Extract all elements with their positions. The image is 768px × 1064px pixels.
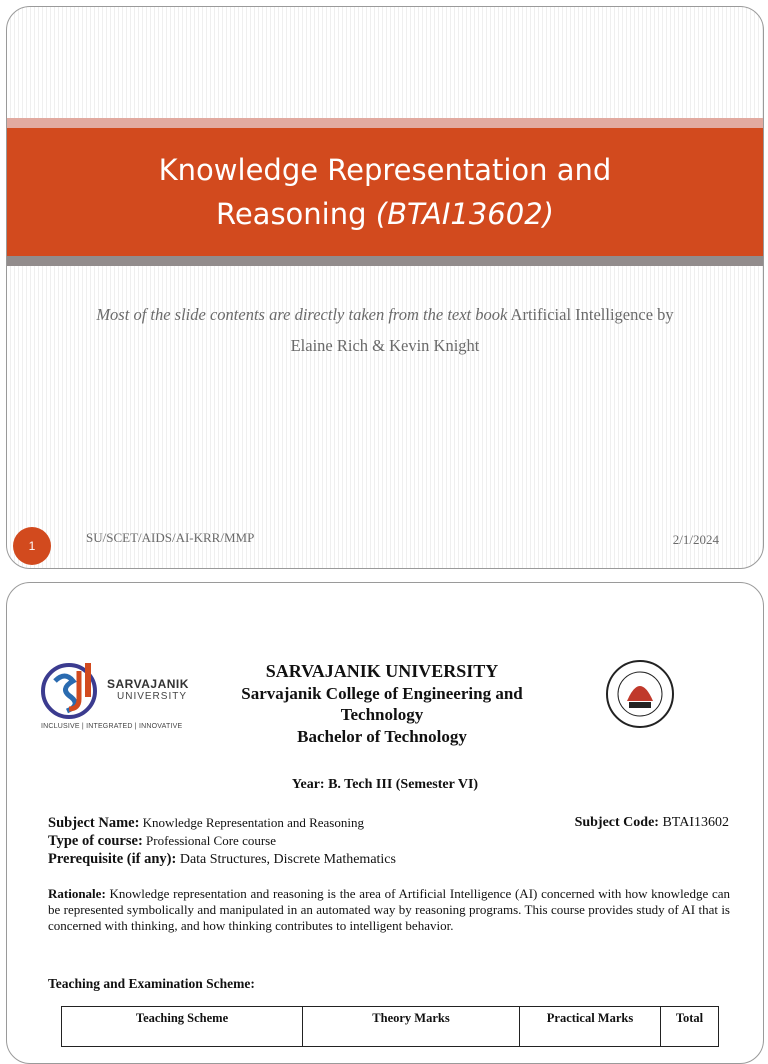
table-header-cell: Theory Marks (303, 1007, 520, 1047)
year-semester: Year: B. Tech III (Semester VI) (291, 777, 479, 792)
rationale-paragraph (48, 886, 730, 934)
logo-name-line1: SARVAJANIK (107, 677, 189, 691)
footer-date: 2/1/2024 (672, 532, 719, 547)
title-band (7, 128, 763, 256)
rationale-label: Rationale: (48, 886, 106, 901)
title-slide (6, 6, 764, 569)
logo-tagline: INCLUSIVE | INTEGRATED | INNOVATIVE (41, 723, 183, 730)
scheme-title: Teaching and Examination Scheme: (48, 976, 255, 991)
college-name-line1: Sarvajanik College of Engineering and (241, 684, 523, 703)
course-code: (BTAI13602) (375, 197, 554, 231)
subject-code-row (575, 815, 729, 831)
slide-title-line1: Knowledge Representation and (158, 153, 612, 187)
degree-name: Bachelor of Technology (297, 727, 467, 746)
logo-name-line2: UNIVERSITY (117, 691, 188, 702)
scheme-table (61, 1006, 719, 1047)
prerequisite-value: Data Structures, Discrete Mathematics (176, 852, 396, 867)
syllabus-slide (6, 582, 764, 1064)
slide-number-badge: 1 (13, 527, 51, 565)
course-type-value: Professional Core course (142, 833, 276, 848)
title-band-bottom-stripe (7, 256, 763, 266)
college-seal-icon (605, 659, 675, 729)
subtitle-italic: Most of the slide contents are directly taken from the text book (96, 305, 508, 324)
title-band-top-stripe (7, 118, 763, 128)
table-header-cell: Teaching Scheme (62, 1007, 303, 1047)
slide-subtitle (47, 299, 723, 361)
subject-code-value: BTAI13602 (658, 815, 729, 830)
subtitle-authors: Elaine Rich & Kevin Knight (290, 336, 480, 355)
footer-path: SU/SCET/AIDS/AI-KRR/MMP (86, 530, 255, 545)
prerequisite-row (48, 851, 396, 868)
table-header-cell: Practical Marks (520, 1007, 661, 1047)
course-type-label: Type of course: (48, 833, 143, 849)
subject-name-row (48, 815, 364, 832)
subject-name-label: Subject Name: (48, 815, 140, 831)
course-type-row (48, 833, 276, 850)
prerequisite-label: Prerequisite (if any): (48, 851, 177, 867)
college-name (187, 683, 577, 725)
subtitle-book: Artificial Intelligence by (507, 305, 674, 324)
rationale-text: Knowledge representation and reasoning is the area of Artificial Intelligence (AI) concerned with how knowledge can be represented symbolically and manipulated in an automated way by reasoning programs. This course provides study of AI that is concerned with thinking, and how thinking contributes to intelligent behavior. (48, 886, 730, 933)
college-name-line2: Technology (340, 705, 424, 724)
slide-title-line2: Reasoning (215, 197, 376, 231)
university-name: SARVAJANIK UNIVERSITY (265, 661, 499, 681)
subject-name-value: Knowledge Representation and Reasoning (139, 815, 364, 830)
table-header-row (62, 1007, 719, 1047)
subject-code-label: Subject Code: (574, 815, 659, 830)
slide-title (159, 148, 612, 236)
table-header-cell: Total (661, 1007, 719, 1047)
